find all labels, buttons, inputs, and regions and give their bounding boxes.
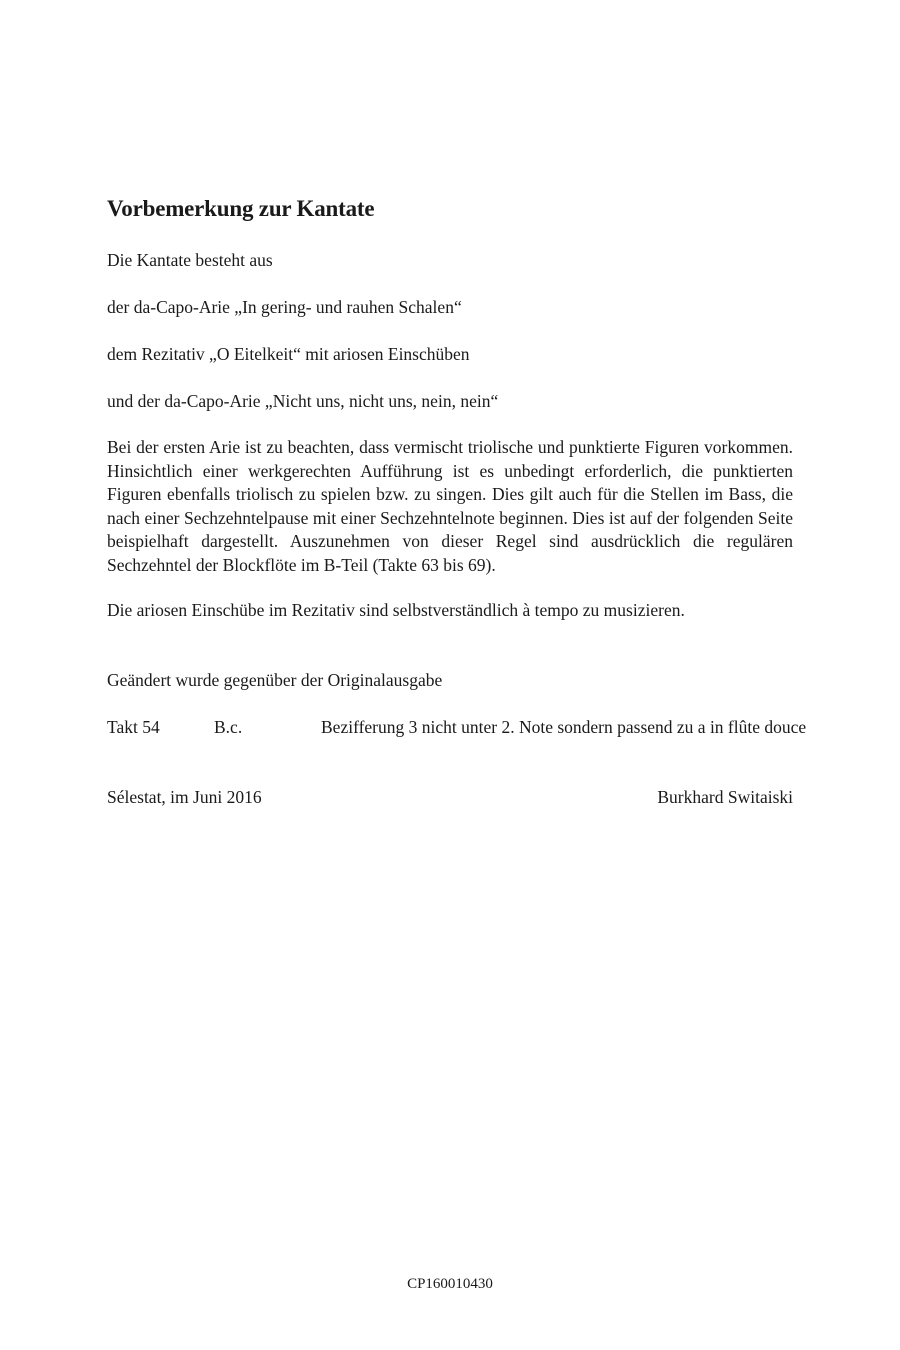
signature-line bbox=[107, 787, 793, 808]
part-aria-1: der da-Capo-Arie „In gering- und rauhen Schalen“ bbox=[107, 297, 462, 317]
change-voice: B.c. bbox=[214, 717, 243, 737]
part-aria-2: und der da-Capo-Arie „Nicht uns, nicht uns, nein, nein“ bbox=[107, 391, 499, 411]
changes-heading: Geändert wurde gegenüber der Originalausgabe bbox=[107, 670, 443, 690]
part-recitative: dem Rezitativ „O Eitelkeit“ mit ariosen Einschüben bbox=[107, 344, 470, 364]
recitative-paragraph: Die ariosen Einschübe im Rezitativ sind selbstverständlich à tempo zu musizieren. bbox=[107, 600, 685, 620]
document-title: Vorbemerkung zur Kantate bbox=[107, 196, 375, 221]
change-description: Bezifferung 3 nicht unter 2. Note sondern passend zu a in flûte douce bbox=[321, 717, 807, 737]
place-date: Sélestat, im Juni 2016 bbox=[107, 787, 262, 807]
author-name: Burkhard Switaiski bbox=[657, 787, 793, 807]
change-measure: Takt 54 bbox=[107, 717, 160, 737]
performance-paragraph: Bei der ersten Arie ist zu beachten, dass vermischt triolische und punktierte Figuren vorkommen. Hinsichtlich einer werkgerechten Aufführung ist es unbedingt erforderlich, die punktierten Figuren ebenfalls triolisch zu spielen bzw. zu singen. Dies gilt auch für die Stellen im Bass, die nach einer Sechzehntelpause mit einer Sechzehntelnote beginnen. Dies ist auf der folgenden Seite beispielhaft dargestellt. Auszunehmen von dieser Regel sind ausdrücklich die regulären Sechzehntel der Blockflöte im B-Teil (Takte 63 bis 69). bbox=[107, 437, 793, 575]
intro-line: Die Kantate besteht aus bbox=[107, 250, 273, 270]
catalog-number: CP160010430 bbox=[407, 1276, 493, 1292]
